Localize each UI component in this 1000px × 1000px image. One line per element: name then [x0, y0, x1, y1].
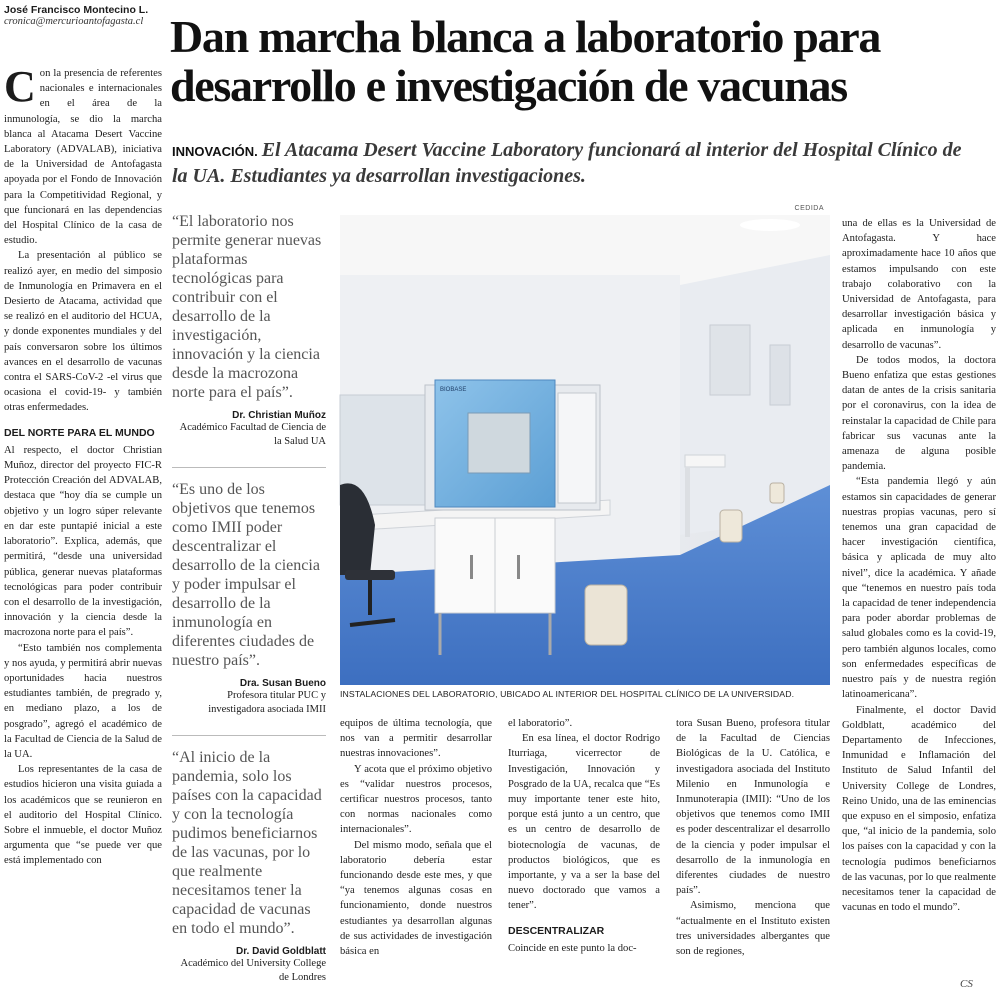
column-4 [508, 716, 660, 956]
photo-credit: CEDIDA [794, 205, 824, 212]
paragraph: La presentación al público se realizó ayer, en medio del simposio de Inmunología en Primavera en el Desierto de Atacama, actividad que se realizó en el auditorio del HCUA, y donde exponentes mundiales y del país conversaron sobre los últimos avances en el desarrollo de vacunas contra el SARS-CoV-2 -el virus que ocasiona el covid-19- y también otras enfermedades. [4, 250, 162, 414]
deck-kicker: INNOVACIÓN. [172, 144, 258, 159]
headline-line-1: Dan marcha blanca a laboratorio para [170, 11, 881, 62]
pull-quote: “El laboratorio nos permite generar nuevas plataformas tecnológicas para contribuir con el desarrollo de la investigación, innovación y la ciencia desde la macrozona norte para el país”. [172, 213, 322, 401]
column-1 [4, 62, 162, 869]
author-name: José Francisco Montecino L. [4, 4, 149, 16]
lab-photo-illustration [340, 215, 830, 685]
paragraph: Los representantes de la casa de estudios hicieron una visita guiada a los académicos que se reunieron en el auditorio del Hospital Clínico. Sobre el inmueble, el doctor Muñoz argumenta que “se puede ver que está implementado con [4, 764, 162, 867]
lab-photo [340, 205, 830, 685]
photo-caption: INSTALACIONES DEL LABORATORIO, UBICADO AL INTERIOR DEL HOSPITAL CLÍNICO DE LA UNIVERSIDAD. [340, 689, 795, 699]
divider [172, 467, 326, 468]
column-6 [842, 216, 996, 915]
pull-quote: “Al inicio de la pandemia, solo los países con la capacidad y con la tecnología pudimos beneficiarnos de las vacunas, por lo que realmente necesitamos tener la capacidad de vacunas en todo el mundo”. [172, 749, 322, 937]
oven-brand-label: BIOBASE [440, 387, 467, 393]
subhead: DESCENTRALIZAR [508, 924, 605, 937]
paragraph: una de ellas es la Universidad de Antofagasta. Y hace aproximadamente hace 10 años que estamos impulsando con este trabajo colaborativo con la Universidad de Antofagasta, para desarrollar investigación básica y aplicada en inmunología y desarrollo de vacunas”. [842, 218, 996, 351]
paragraph: Al respecto, el doctor Christian Muñoz, director del proyecto FIC-R Protección Creación del ADVALAB, destaca que “hoy día se cumple un objetivo y un logro súper relevante en dar este puntapié inicial a este laboratorio”. Explica, además, que permitirá, “desde una universidad pública, generar nuevas plataformas tecnológicas para poder contribuir con el desarrollo de la investigación, innovación y la ciencia desde la macrozona norte para el país”. [4, 444, 162, 639]
quote-author: Dr. Christian Muñoz [232, 410, 326, 421]
paragraph: “Esta pandemia llegó y aún estamos sin capacidades de generar nuestras propias vacunas, pero sí tenemos una gran capacidad de hacer investigación científica, básica y aplicada de muy alto nivel”, dice la académica. Y añade que “tenemos en nuestro país toda la capacidad de tener independencia para poder abordar problemas de salud globales como es la covid-19, pero también algunos locales, como son enfermedades específicas de nuestro país y de nuestra región latinoamericana”. [842, 476, 996, 701]
deck [172, 138, 972, 188]
column-3 [340, 716, 492, 959]
pull-quote: “Es uno de los objetivos que tenemos como IMII poder descentralizar el desarrollo de la ciencia y poder impulsar el desarrollo de la inmunología en diferentes ciudades de nuestro país”. [172, 481, 320, 669]
deck-text: El Atacama Desert Vaccine Laboratory funcionará al interior del Hospital Clínico de la UA. Estudiantes ya desarrollan investigaciones. [172, 139, 962, 187]
paragraph: equipos de última tecnología, que nos van a permitir desarrollar nuestras innovaciones”. [340, 718, 492, 760]
column-5 [676, 716, 830, 959]
quote-author: Dra. Susan Bueno [239, 678, 326, 689]
paragraph: Asimismo, menciona que “actualmente en el Instituto existen tres universidades albergantes que son de regiones, [676, 900, 830, 958]
quote-role: Académico Facultad de Ciencia de la Salud UA [179, 422, 326, 447]
subhead: DEL NORTE PARA EL MUNDO [4, 426, 155, 439]
quote-author: Dr. David Goldblatt [235, 946, 326, 957]
byline [4, 4, 166, 27]
paragraph: Coincide en este punto la doc- [508, 942, 637, 954]
divider [172, 735, 326, 736]
headline-line-2: desarrollo e investigación de vacunas [170, 60, 847, 111]
drop-cap: C [4, 62, 36, 111]
paragraph: En esa línea, el doctor Rodrigo Iturriaga, vicerrector de Investigación, Innovación y Posgrado de la UA, recalca que “Es muy importante tener este hito, porque está junto a un centro, que es un centro de desarrollo de biotecnología de vacunas, de productos biológicos, que es importante, y va a ser la base del nuevo doctorado que vamos a tener”. [508, 733, 660, 912]
author-email[interactable]: cronica@mercurioantofagasta.cl [4, 16, 144, 27]
paragraph: Y acota que el próximo objetivo es “validar nuestros procesos, certificar nuestros procesos, tanto con normas nacionales como internacionales”. [340, 763, 492, 836]
headline [170, 12, 996, 110]
signature: CS [960, 978, 973, 990]
quote-role: Académico del University College de Londres [180, 958, 326, 983]
quote-role: Profesora titular PUC y investigadora asociada IMII [208, 690, 326, 715]
paragraph: “Esto también nos complementa y nos ayuda, y permitirá abrir nuevas oportunidades hacia nuestros estudiantes también, de pregrado y, en mediano plazo, a los de posgrado”, agregó el académico de la Facultad de Ciencia de la Salud de la UA. [4, 642, 162, 760]
pull-quotes [172, 212, 326, 985]
paragraph: Con la presencia de referentes nacionales e internacionales en el área de la inmunología, se dio la marcha blanca al Atacama Desert Vaccine Laboratory (ADVALAB), iniciativa de la Universidad de Antofagasta apoyada por el Fondo de Innovación para la Competitividad Regional, y que funcionará en las dependencias del Hospital Clínico de la casa de estudio. [4, 62, 162, 247]
paragraph: Finalmente, el doctor David Goldblatt, académico del Departamento de Infecciones, Inmunidad e Inflamación del Instituto de Salud Infantil del University College de Londres, Reino Unido, una de las eminencias que expuso en el simposio, enfatiza que, “al inicio de la pandemia, solo los países con la capacidad y con la tecnología pudimos beneficiarnos de las vacunas, por lo que realmente necesitamos tener la capacidad de vacunas en todo el mundo”. [842, 704, 996, 914]
paragraph: Del mismo modo, señala que el laboratorio debería estar funcionando desde este mes, y que “ya tenemos algunas cosas en funcionamiento, donde nuestros estudiantes ya desarrollan algunas de sus actividades de investigación básica en [340, 839, 492, 958]
paragraph: el laboratorio”. [508, 718, 573, 729]
paragraph: tora Susan Bueno, profesora titular de la Facultad de Ciencias Biológicas de la U. Católica, e investigadora asociada del Instituto Milenio en Inmunología e Inmunoterapia (IMII): “Uno de los objetivos que tenemos como IMII es poder descentralizar el desarrollo de la ciencia y poder impulsar el desarrollo de la inmunología en diferentes ciudades de nuestro país”. [676, 718, 830, 897]
paragraph: De todos modos, la doctora Bueno enfatiza que estas gestiones datan de antes de la crisis sanitaria por el coronavirus, con la idea de reinstalar la capacidad de Chile para fabricar sus vacunas ante la amenaza de alguna posible pandemia. [842, 354, 996, 473]
